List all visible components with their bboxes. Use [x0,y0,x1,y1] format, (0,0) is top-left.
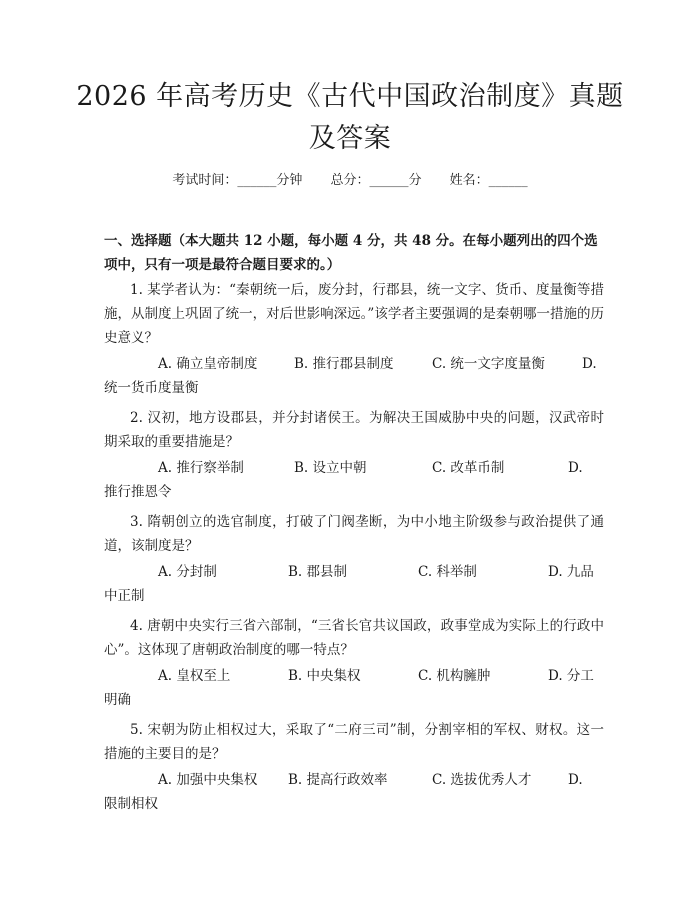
question-stem: 2. 汉初，地方设郡县，并分封诸侯王。为解决王国威胁中央的问题，汉武帝时期采取的重要措施是？ [104,410,604,450]
question-stem: 1. 某学者认为：“秦朝统一后，废分封，行郡县，统一文字、货币、度量衡等措施，从制度上巩固了统一，对后世影响深远。”该学者主要强调的是秦朝哪一措施的历史意义？ [104,282,604,346]
section-heading: 一、选择题（本大题共 12 小题，每小题 4 分，共 48 分。在每小题列出的四个选项中，只有一项是最符合题目要求的。） [104,233,598,273]
option-a: A. 皇权至上 [158,668,231,684]
option-c: C. 改革币制 [432,460,505,476]
option-d-text: 统一货币度量衡 [104,380,199,396]
option-c: C. 机构臃肿 [418,668,491,684]
option-b: B. 中央集权 [288,668,361,684]
option-b: B. 提高行政效率 [288,772,388,788]
option-c: C. 科举制 [418,564,477,580]
option-d-text: 中正制 [104,588,145,604]
option-d-text: 限制相权 [104,796,158,812]
exam-time: 考试时间：______分钟 [172,173,303,188]
option-d-text: 推行推恩令 [104,484,172,500]
option-c: C. 统一文字度量衡 [432,356,545,372]
option-d: D. 分工 [548,668,594,684]
option-b: B. 设立中朝 [294,460,367,476]
option-b: B. 推行郡县制度 [294,356,394,372]
option-d: D. 九品 [548,564,594,580]
option-c: C. 选拔优秀人才 [432,772,532,788]
exam-info [0,169,700,188]
option-a: A. 分封制 [158,564,217,580]
question-stem: 4. 唐朝中央实行三省六部制，“三省长官共议国政，政事堂成为实际上的行政中心”。这体现了唐朝政治制度的哪一特点？ [104,618,604,658]
option-a: A. 确立皇帝制度 [158,356,258,372]
question-4 [104,614,604,662]
page-title: 2026 年高考历史《古代中国政治制度》真题及答案 [76,81,624,154]
option-d: D. [568,460,583,476]
option-a: A. 推行察举制 [158,460,244,476]
option-d: D. [568,772,583,788]
option-b: B. 郡县制 [288,564,348,580]
question-2 [104,406,604,454]
question-5 [104,718,604,766]
question-1 [104,278,604,350]
option-d-text: 明确 [104,692,131,708]
exam-score: 总分：______分 [330,173,422,188]
option-a: A. 加强中央集权 [158,772,258,788]
question-3 [104,510,604,558]
option-d: D. [582,356,597,372]
question-stem: 3. 隋朝创立的选官制度，打破了门阀垄断，为中小地主阶级参与政治提供了通道，该制度是？ [104,514,604,554]
student-name: 姓名：______ [449,173,528,188]
question-stem: 5. 宋朝为防止相权过大，采取了“二府三司”制，分割宰相的军权、财权。这一措施的主要目的是？ [104,722,604,762]
